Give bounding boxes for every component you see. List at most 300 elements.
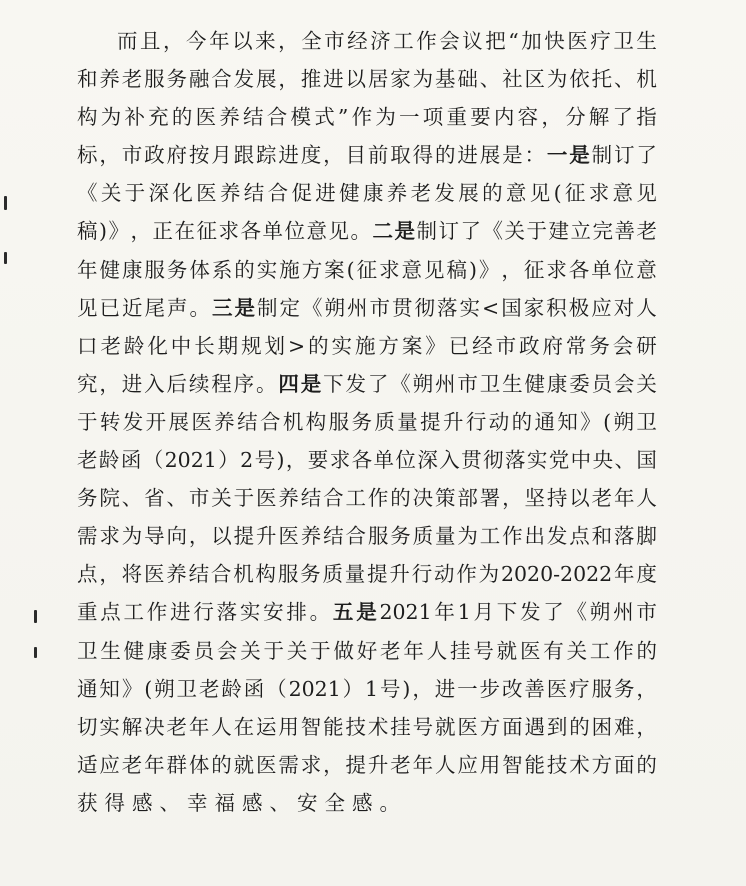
text-segment: 中: [170, 333, 192, 358]
text-segment: 需: [278, 752, 299, 777]
text-segment: 研: [636, 333, 657, 358]
text-segment: 的: [308, 333, 329, 358]
text-segment: 党: [548, 448, 570, 473]
text-segment: 跟: [233, 143, 255, 168]
text-segment: 年: [188, 714, 210, 739]
text-segment: 案: [401, 333, 423, 358]
text-segment: 推: [300, 67, 322, 92]
text-segment: 应: [457, 752, 478, 777]
text-segment: 《: [77, 181, 98, 206]
text-segment: 作: [502, 524, 523, 549]
text-line: [77, 708, 657, 746]
text-segment: 务: [300, 562, 321, 587]
text-segment: 省: [144, 486, 165, 511]
text-segment: 、: [479, 67, 501, 92]
text-segment: 朔: [412, 371, 434, 396]
text-segment: 。: [256, 371, 277, 396]
text-segment: 用: [479, 752, 501, 777]
text-segment: 彻: [483, 448, 504, 473]
text-segment: 行: [411, 562, 433, 587]
text-segment: 单: [262, 219, 283, 244]
text-segment: 点: [569, 524, 590, 549]
text-segment: 《: [482, 219, 503, 244]
text-segment: 策: [435, 486, 456, 511]
text-segment: 社: [502, 67, 523, 92]
text-segment: 程: [211, 371, 232, 396]
bold-text-segment: 一: [546, 143, 568, 168]
text-segment: “: [508, 29, 519, 53]
text-segment: 点: [100, 600, 121, 625]
text-segment: 会: [216, 638, 238, 663]
text-segment: 稿: [77, 219, 98, 244]
text-line: [77, 784, 657, 822]
text-segment: 见: [636, 181, 657, 206]
text-segment: 已: [448, 333, 470, 358]
text-segment: 今: [186, 29, 207, 53]
text-segment: ，: [412, 676, 433, 701]
text-segment: 工: [479, 524, 501, 549]
text-segment: 龄: [123, 333, 145, 358]
text-segment: 委: [170, 638, 191, 663]
text-segment: 务: [351, 409, 372, 434]
text-segment: 政: [519, 333, 540, 358]
text-segment: 关: [286, 638, 308, 663]
text-segment: 提: [367, 562, 388, 587]
text-segment: 升: [389, 562, 410, 587]
text-segment: 化: [147, 333, 168, 358]
bold-text-segment: 是: [569, 143, 590, 168]
text-segment: 化: [172, 181, 193, 206]
text-segment: 关: [636, 371, 657, 396]
text-segment: 求: [218, 219, 239, 244]
text-segment: 实: [239, 600, 261, 625]
text-segment: 基: [435, 67, 456, 92]
text-segment: <: [482, 295, 500, 320]
text-segment: 市: [188, 486, 210, 511]
text-segment: 发: [520, 600, 541, 625]
text-segment: 口: [77, 333, 98, 358]
text-segment: 求: [546, 257, 567, 282]
text-segment: 年: [614, 486, 635, 511]
text-segment: 以: [569, 486, 590, 511]
text-segment: 月: [473, 600, 494, 625]
text-segment: 彻: [414, 295, 435, 320]
text-line: [77, 60, 657, 98]
text-segment: 老: [380, 638, 401, 663]
text-segment: ”: [337, 105, 349, 130]
text-segment: 展: [168, 409, 189, 434]
text-segment: 入: [144, 371, 165, 396]
text-segment: 是: [502, 143, 523, 168]
body-paragraph: [77, 22, 657, 822]
text-segment: 工: [393, 29, 414, 53]
text-segment: 的: [511, 409, 533, 434]
text-segment: 知: [99, 676, 120, 701]
text-line: [77, 289, 657, 327]
text-segment: 步: [479, 676, 501, 701]
text-segment: 单: [591, 257, 612, 282]
text-segment: 康: [146, 638, 168, 663]
text-segment: 养: [99, 67, 120, 92]
text-segment: 实: [526, 448, 548, 473]
text-segment: 、: [614, 448, 635, 473]
text-segment: 尾: [144, 295, 165, 320]
text-segment: 得: [412, 143, 434, 168]
text-segment: 下: [323, 371, 344, 396]
text-segment: 康: [121, 257, 143, 282]
text-segment: （: [142, 448, 164, 473]
text-segment: 合: [345, 524, 366, 549]
text-segment: 年: [434, 600, 455, 625]
text-segment: 务: [589, 333, 610, 358]
text-line: [77, 593, 657, 631]
text-segment: 得: [104, 790, 132, 815]
text-segment: 知: [557, 409, 578, 434]
text-line: [77, 22, 657, 60]
text-segment: 的: [171, 105, 193, 130]
text-segment: 进: [457, 143, 478, 168]
text-segment: 就: [496, 638, 518, 663]
text-segment: 对: [613, 295, 635, 320]
text-segment: 建: [548, 219, 569, 244]
text-segment: 指: [636, 105, 657, 130]
text-segment: 序: [233, 371, 255, 396]
text-segment: 征: [523, 257, 545, 282]
text-segment: 技: [546, 752, 568, 777]
text-segment: 到: [546, 714, 568, 739]
text-segment: 署: [479, 486, 501, 511]
text-segment: 幸: [187, 790, 215, 815]
text-segment: 、: [269, 790, 297, 815]
text-segment: 面: [502, 714, 523, 739]
text-segment: 和: [591, 524, 613, 549]
text-segment: 家: [523, 295, 545, 320]
text-segment: 服: [367, 524, 389, 549]
text-segment: 方: [301, 257, 323, 282]
text-segment: 务: [77, 486, 98, 511]
text-line: [77, 327, 657, 365]
text-segment: 已: [99, 295, 120, 320]
text-segment: 来: [255, 29, 276, 53]
text-segment: 老: [100, 333, 121, 358]
text-segment: 的: [636, 638, 657, 663]
text-segment: 就: [435, 714, 456, 739]
text-segment: 年: [77, 257, 98, 282]
text-segment: 老: [591, 486, 613, 511]
text-segment: ）: [342, 676, 364, 701]
text-segment: 求: [379, 257, 400, 282]
text-segment: 生: [636, 29, 657, 53]
text-segment: 能: [323, 714, 344, 739]
text-segment: 全: [324, 790, 352, 815]
text-segment: 感: [132, 790, 160, 815]
text-segment: 员: [193, 638, 215, 663]
text-segment: 感: [352, 790, 380, 815]
text-segment: 解: [588, 105, 610, 130]
bold-text-segment: 是: [356, 600, 377, 625]
text-segment: 转: [99, 409, 121, 434]
text-segment: 医: [143, 562, 165, 587]
text-segment: 年: [209, 29, 230, 53]
text-line: [77, 403, 657, 441]
binding-mark: [4, 252, 7, 264]
text-segment: 议: [462, 29, 483, 53]
text-segment: 见: [328, 219, 349, 244]
text-segment: (: [553, 181, 562, 206]
text-segment: 《: [390, 371, 411, 396]
text-segment: 结: [243, 105, 264, 130]
text-segment: 深: [148, 181, 169, 206]
text-line: [77, 632, 657, 670]
text-segment: 疗: [590, 29, 611, 53]
text-segment: ，: [323, 752, 344, 777]
text-segment: 为: [546, 67, 568, 92]
text-segment: 、: [121, 486, 143, 511]
text-segment: 依: [569, 67, 590, 92]
text-segment: 健: [339, 181, 360, 206]
text-segment: 卫: [176, 676, 198, 701]
text-segment: 方: [479, 714, 501, 739]
text-segment: 智: [300, 714, 322, 739]
text-segment: 老: [390, 752, 411, 777]
text-segment: 制: [416, 219, 437, 244]
text-segment: 为: [478, 562, 500, 587]
text-segment: 。: [350, 219, 371, 244]
text-segment: 入: [439, 448, 460, 473]
text-segment: 于: [310, 638, 331, 663]
text-segment: 挂: [450, 638, 471, 663]
text-segment: ，: [163, 29, 184, 53]
text-segment: 术: [367, 714, 389, 739]
text-segment: 落: [504, 448, 526, 473]
text-segment: 应: [591, 295, 612, 320]
text-segment: 下: [496, 600, 518, 625]
text-segment: 居: [367, 67, 389, 92]
text-segment: 进: [170, 600, 191, 625]
text-segment: 了: [612, 105, 634, 130]
text-segment: 标: [77, 143, 98, 168]
bold-text-segment: 是: [234, 295, 255, 320]
text-segment: 为: [121, 524, 143, 549]
text-segment: 而: [117, 29, 138, 53]
text-segment: 《: [302, 295, 323, 320]
text-segment: 落: [216, 600, 238, 625]
text-segment: 机: [636, 67, 657, 92]
text-segment: 经: [472, 333, 493, 358]
text-segment: 极: [568, 295, 590, 320]
text-segment: 动: [434, 562, 455, 587]
text-segment: 意: [401, 257, 423, 282]
text-segment: 朔: [324, 295, 345, 320]
text-segment: 改: [501, 676, 523, 701]
text-segment: 完: [592, 219, 613, 244]
text-segment: ，: [188, 524, 210, 549]
text-segment: 位: [613, 257, 635, 282]
text-segment: 项: [422, 105, 444, 130]
text-segment: 服: [277, 562, 299, 587]
text-segment: 函: [120, 448, 142, 473]
text-segment: 委: [569, 371, 590, 396]
text-segment: 医: [256, 486, 277, 511]
text-segment: 人: [435, 752, 456, 777]
text-segment: 老: [636, 219, 657, 244]
text-segment: 养: [214, 409, 235, 434]
text-segment: 系: [211, 257, 233, 282]
text-segment: 号: [254, 448, 276, 473]
text-segment: 为: [375, 105, 396, 130]
text-segment: 工: [345, 486, 366, 511]
text-segment: 进: [434, 676, 456, 701]
text-segment: 求: [300, 752, 322, 777]
text-segment: 合: [266, 105, 288, 130]
text-segment: 老: [121, 752, 143, 777]
text-segment: 市: [121, 143, 143, 168]
text-segment: 生: [502, 371, 523, 396]
text-segment: 的: [435, 143, 456, 168]
text-segment: 位: [284, 219, 305, 244]
text-segment: 关: [211, 486, 232, 511]
text-segment: 卫: [77, 638, 98, 663]
text-segment: 康: [362, 181, 384, 206]
text-segment: 老: [121, 67, 143, 92]
text-segment: 定: [279, 295, 300, 320]
binding-mark: [34, 610, 37, 623]
text-segment: 后: [166, 371, 187, 396]
text-segment: 快: [544, 29, 565, 53]
text-segment: 持: [546, 486, 568, 511]
text-line: [77, 746, 657, 784]
text-segment: 按: [188, 143, 210, 168]
text-segment: 的: [569, 714, 590, 739]
text-segment: 发: [345, 371, 366, 396]
text-segment: 的: [211, 752, 232, 777]
text-segment: 意: [636, 257, 657, 282]
text-segment: ，: [99, 371, 120, 396]
text-segment: 补: [124, 105, 145, 130]
text-segment: 实: [256, 257, 278, 282]
text-segment: 结: [300, 486, 322, 511]
bold-text-segment: 五: [332, 600, 354, 625]
text-segment: ，: [501, 257, 522, 282]
text-segment: 卫: [636, 409, 657, 434]
text-segment: 量: [344, 562, 366, 587]
text-segment: 合: [260, 409, 281, 434]
text-segment: 会: [614, 371, 635, 396]
text-segment: 养: [166, 562, 187, 587]
text-segment: 医: [195, 105, 217, 130]
text-segment: 工: [589, 638, 611, 663]
text-segment: 发: [434, 181, 455, 206]
text-line: [77, 670, 657, 708]
text-segment: 稿: [446, 257, 467, 282]
text-segment: 了: [367, 371, 389, 396]
text-segment: 融: [188, 67, 210, 92]
text-segment: 善: [524, 676, 545, 701]
text-segment: ：: [524, 143, 545, 168]
bold-text-segment: 四: [278, 371, 299, 396]
text-segment: 号: [380, 676, 401, 701]
text-segment: 了: [460, 219, 481, 244]
text-segment: 术: [569, 752, 590, 777]
text-segment: 求: [588, 181, 610, 206]
text-segment: 结: [323, 524, 344, 549]
text-segment: 人: [426, 638, 448, 663]
text-segment: 在: [174, 219, 195, 244]
text-segment: （: [266, 676, 287, 701]
text-segment: ，: [99, 143, 120, 168]
bold-text-segment: 三: [212, 295, 233, 320]
text-segment: 关: [566, 638, 588, 663]
text-segment: 立: [570, 219, 591, 244]
text-segment: 托: [591, 67, 613, 92]
text-segment: ): [99, 219, 107, 244]
text-segment: 年: [614, 562, 635, 587]
text-segment: 升: [256, 524, 277, 549]
text-segment: 感: [242, 790, 270, 815]
text-segment: 要: [307, 448, 329, 473]
text-segment: 见: [529, 181, 551, 206]
text-segment: 》: [580, 409, 601, 434]
text-segment: 了: [543, 600, 564, 625]
text-segment: 健: [524, 371, 545, 396]
text-segment: 常: [565, 333, 587, 358]
text-segment: 州: [613, 600, 634, 625]
text-segment: 州: [435, 371, 456, 396]
text-segment: 月: [211, 143, 232, 168]
text-segment: 作: [367, 486, 389, 511]
text-segment: 一: [457, 676, 478, 701]
text-line: [77, 98, 657, 136]
text-segment: 2020-2022: [500, 562, 613, 587]
text-segment: 了: [636, 143, 657, 168]
text-segment: 会: [439, 29, 460, 53]
text-segment: 取: [390, 143, 411, 168]
text-segment: 府: [542, 333, 563, 358]
text-segment: 老: [198, 676, 220, 701]
text-segment: 见: [77, 295, 98, 320]
text-segment: 行: [465, 409, 487, 434]
text-segment: 制: [257, 295, 278, 320]
text-segment: 部: [457, 486, 478, 511]
text-segment: 积: [546, 295, 567, 320]
text-segment: 《: [566, 600, 588, 625]
text-segment: 安: [263, 600, 284, 625]
text-segment: 朔: [613, 409, 634, 434]
text-segment: 龄: [221, 676, 242, 701]
text-segment: 获: [77, 790, 105, 815]
text-segment: 量: [435, 524, 456, 549]
text-segment: 订: [438, 219, 459, 244]
text-line: [77, 365, 657, 403]
text-segment: 、: [166, 486, 187, 511]
text-segment: 质: [374, 409, 395, 434]
text-segment: 卫: [613, 29, 634, 53]
text-segment: 区: [524, 67, 545, 92]
text-segment: 关: [100, 181, 122, 206]
text-segment: 、: [614, 67, 635, 92]
bold-text-segment: 二: [372, 219, 393, 244]
text-segment: 善: [614, 219, 635, 244]
text-segment: 构: [305, 409, 327, 434]
text-segment: 结: [188, 562, 210, 587]
text-segment: 号: [412, 714, 434, 739]
text-segment: 于: [526, 219, 547, 244]
text-segment: 制: [591, 143, 613, 168]
text-segment: ): [276, 448, 285, 473]
text-segment: 州: [347, 295, 368, 320]
text-segment: 质: [322, 562, 343, 587]
text-segment: 方: [378, 333, 399, 358]
